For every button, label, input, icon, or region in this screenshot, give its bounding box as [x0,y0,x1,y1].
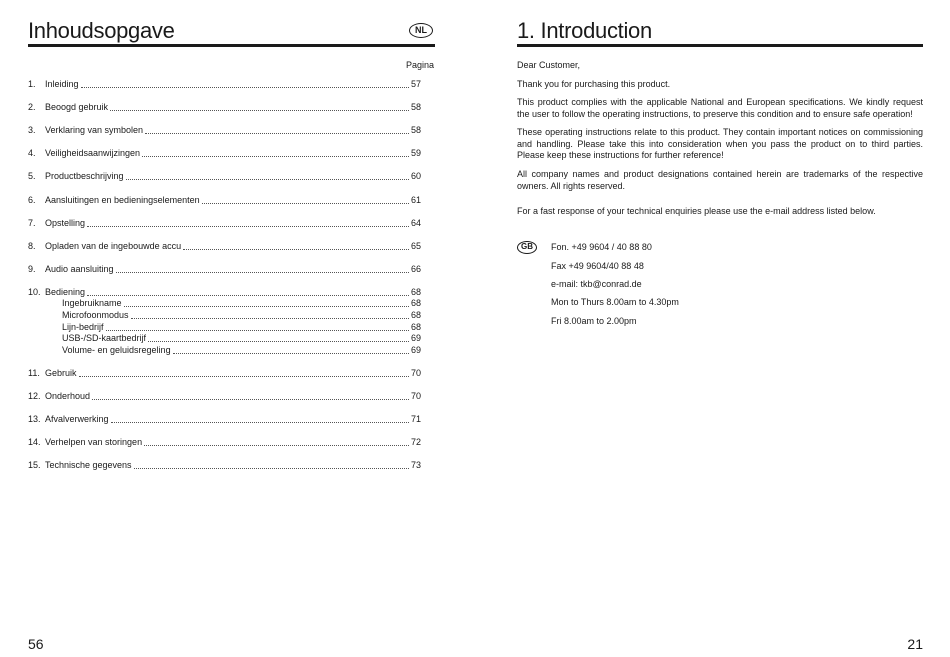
toc-entry-page: 69 [410,345,421,355]
toc-entry-page: 68 [410,322,421,332]
toc-entry [28,460,421,471]
toc-entry [28,264,421,275]
toc-entry-title: Inleiding [45,79,79,89]
toc-dot-leader [144,444,409,446]
toc-entry [62,310,421,321]
toc-page-header: Pagina [405,60,434,70]
toc-entry-page: 68 [410,287,421,297]
toc-entry-number: 4. [28,148,36,158]
toc-entry [28,368,421,379]
toc-entry-number: 13. [28,414,41,424]
toc-dot-leader [110,109,409,111]
toc-dot-leader [87,225,409,227]
gb-language-badge: GB [517,241,537,254]
toc-entry-page: 69 [410,333,421,343]
toc-entry-title: Technische gegevens [45,460,132,470]
toc-entry-page: 73 [410,460,421,470]
introduction-title: 1. Introduction [517,18,652,43]
toc-entry [28,171,421,182]
toc-entry-title: Volume- en geluidsregeling [62,345,171,355]
toc-entry-title: Microfoonmodus [62,310,129,320]
toc-dot-leader [142,155,409,157]
left-title-rule [28,44,435,47]
toc-entry-title: Verhelpen van storingen [45,437,143,447]
toc-entry-title: Gebruik [45,368,77,378]
toc-entry-number: 5. [28,171,36,181]
toc-dot-leader [126,178,409,180]
toc-entry-page: 66 [410,264,421,274]
toc-entry [28,241,421,252]
right-title-rule [517,44,923,47]
toc-entry-number: 1. [28,79,36,89]
toc-entry [28,414,421,425]
toc-entry-title: Afvalverwerking [45,414,109,424]
toc-entry-title: Onderhoud [45,391,91,401]
toc-dot-leader [116,271,409,273]
toc-entry [28,125,421,136]
contact-phone: Fon. +49 9604 / 40 88 80 [551,242,652,252]
toc-entry-title: Audio aansluiting [45,264,114,274]
toc-dot-leader [87,294,409,296]
left-page-number: 56 [28,636,44,652]
contact-intro-paragraph: For a fast response of your technical enquiries please use the e-mail address listed below. [517,206,876,216]
toc-entry-number: 2. [28,102,36,112]
contact-hours-weekday: Mon to Thurs 8.00am to 4.30pm [551,297,679,307]
instructions-paragraph: These operating instructions relate to this product. They contain important notices on commissioning and handling. Please take this into consideration when you pass the product on to third parties. Please keep these instructions for further reference! [517,127,923,160]
toc-entry [62,298,421,309]
toc-entry [62,333,421,344]
compliance-paragraph: This product complies with the applicable National and European specifications. We kindly request the user to follow the operating instructions, to preserve this condition and to ensure safe operation! [517,97,923,119]
trademarks-paragraph: All company names and product designations contained herein are trademarks of the respective owners. All rights reserved. [517,169,923,191]
toc-dot-leader [202,202,409,204]
toc-entry-page: 57 [410,79,421,89]
toc-entry-page: 70 [410,391,421,401]
toc-entry-title: Veiligheidsaanwijzingen [45,148,141,158]
contact-email: e-mail: tkb@conrad.de [551,279,642,289]
toc-entry-title: Verklaring van symbolen [45,125,144,135]
toc-entry-page: 61 [410,195,421,205]
toc-entry-title: Opladen van de ingebouwde accu [45,241,182,251]
toc-entry-number: 6. [28,195,36,205]
toc-entry-page: 64 [410,218,421,228]
right-page [475,0,950,657]
toc-dot-leader [134,467,409,469]
toc-entry-number: 12. [28,391,41,401]
toc-entry-number: 15. [28,460,41,470]
right-page-number: 21 [907,636,923,652]
toc-dot-leader [79,375,409,377]
salutation: Dear Customer, [517,60,581,70]
toc-entry-page: 70 [410,368,421,378]
toc-entry [28,79,421,90]
toc-dot-leader [111,421,409,423]
toc-dot-leader [148,340,409,342]
toc-entry-number: 3. [28,125,36,135]
toc-entry-page: 68 [410,310,421,320]
toc-entry-title: USB-/SD-kaartbedrijf [62,333,147,343]
toc-dot-leader [124,305,409,307]
toc-entry-page: 68 [410,298,421,308]
toc-entry [28,391,421,402]
toc-entry [28,218,421,229]
toc-entry-number: 8. [28,241,36,251]
toc-dot-leader [145,132,409,134]
toc-dot-leader [131,317,409,319]
contact-hours-friday: Fri 8.00am to 2.00pm [551,316,637,326]
toc-entry [28,287,421,298]
toc-entry-number: 10. [28,287,41,297]
contact-fax: Fax +49 9604/40 88 48 [551,261,644,271]
toc-entry-number: 11. [28,368,40,378]
toc-entry [62,345,421,356]
toc-entry-title: Bediening [45,287,86,297]
toc-entry-page: 65 [410,241,421,251]
toc-dot-leader [92,398,409,400]
toc-entry-title: Beoogd gebruik [45,102,109,112]
toc-entry-page: 72 [410,437,421,447]
toc-entry-page: 58 [410,102,421,112]
toc-entry [28,437,421,448]
toc-entry-number: 14. [28,437,41,447]
thank-you-text: Thank you for purchasing this product. [517,79,671,89]
toc-dot-leader [173,352,409,354]
toc-entry-title: Lijn-bedrijf [62,322,104,332]
toc-entry-title: Productbeschrijving [45,171,124,181]
toc-entry-title: Ingebruikname [62,298,122,308]
toc-entry-page: 59 [410,148,421,158]
nl-language-badge: NL [409,23,433,38]
toc-entry-page: 60 [410,171,421,181]
toc-entry [28,102,421,113]
toc-dot-leader [183,248,409,250]
toc-entry-page: 71 [410,414,421,424]
toc-entry [28,195,421,206]
toc-entry-page: 58 [410,125,421,135]
toc-entry-title: Opstelling [45,218,86,228]
toc-dot-leader [106,329,409,331]
toc-entry-title: Aansluitingen en bedieningselementen [45,195,200,205]
toc-title: Inhoudsopgave [28,18,175,43]
toc-entry [28,148,421,159]
toc-entry [62,322,421,333]
toc-dot-leader [81,86,409,88]
toc-entry-number: 9. [28,264,36,274]
toc-entry-number: 7. [28,218,36,228]
